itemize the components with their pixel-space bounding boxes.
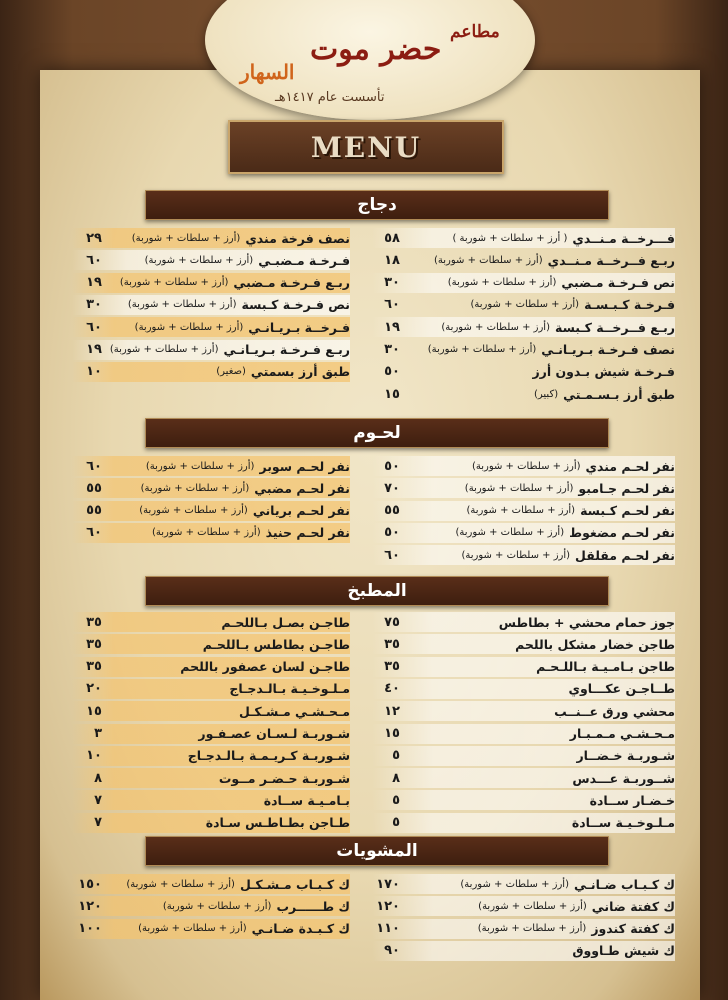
menu-item — [72, 768, 350, 788]
menu-item-price: ٥ — [392, 815, 400, 831]
menu-item-price: ٥٠ — [384, 525, 400, 541]
menu-item-name: طاجن بـامـيـة بـاللـحـم — [536, 659, 675, 675]
menu-item-price: ٦٠ — [86, 458, 102, 474]
menu-item-name: طبق أرز بـسـمـتي — [563, 386, 675, 402]
menu-item-name: طــاجـن عكـــاوي — [568, 681, 675, 697]
menu-item — [72, 362, 350, 382]
menu-item-price: ٤٠ — [384, 681, 400, 697]
menu-item-name: طبق أرز بسمتي — [250, 364, 350, 380]
menu-item — [72, 746, 350, 766]
menu-item — [372, 634, 675, 654]
menu-item-price: ١٢ — [384, 703, 400, 719]
menu-item — [72, 228, 350, 248]
menu-item — [372, 657, 675, 677]
menu-item-includes: (أرز + سلطات + شوربة) — [134, 321, 244, 333]
menu-item-includes: (أرز + سلطات + شوربة) — [109, 344, 219, 355]
menu-item-name: فـرخـة كـبـسـة — [584, 297, 675, 313]
menu-item-includes: (أرز + سلطات + شوربة) — [126, 878, 235, 890]
logo-subname: السهار — [240, 60, 295, 84]
section-title: المشويات — [336, 841, 418, 861]
menu-item-includes: (أرز + سلطات + شوربة) — [138, 923, 247, 935]
menu-item-name: جوز حمام محشي + بطاطس — [498, 614, 675, 630]
menu-item — [372, 724, 675, 744]
menu-item — [72, 501, 350, 521]
menu-item-price: ٣٠ — [384, 275, 400, 291]
menu-item-price: ٥٨ — [384, 230, 400, 246]
menu-item — [72, 634, 350, 654]
menu-item-name: شـوربـة كـريـمـة بـالـدجـاج — [187, 748, 350, 764]
menu-item-price: ٣٥ — [86, 636, 102, 652]
menu-item-name: ك كـبـاب ضـانـي — [574, 876, 675, 892]
menu-item — [372, 896, 675, 916]
menu-item-includes: (أرز + سلطات + شوربة) — [464, 482, 574, 494]
menu-item — [372, 701, 675, 721]
menu-item-includes: (أرز + سلطات + شوربة) — [470, 299, 580, 311]
menu-item — [72, 724, 350, 744]
menu-item — [372, 456, 675, 476]
menu-item-name: نصف فرخة مندي — [245, 230, 350, 246]
menu-item-name: نفر لحـم حنيذ — [265, 525, 350, 541]
menu-item-name: نفر لحـم مضغوط — [569, 525, 675, 541]
menu-item — [372, 250, 675, 270]
menu-item-includes: (أرز + سلطات + شوربة) — [140, 482, 250, 494]
menu-item — [372, 941, 675, 961]
menu-item-includes: (صغير) — [216, 366, 246, 378]
menu-item — [372, 362, 675, 382]
menu-item-name: نفر لحـم برياني — [252, 503, 350, 519]
menu-item — [72, 273, 350, 293]
menu-item-includes: (أرز + سلطات + شوربة) — [162, 900, 272, 912]
menu-item-price: ٣٠ — [384, 342, 400, 357]
menu-item-price: ١٥ — [384, 386, 400, 402]
menu-item-price: ١٨ — [384, 252, 400, 268]
menu-item-price: ٦٠ — [86, 252, 102, 268]
menu-item-name: شــوربـة عـــدس — [572, 770, 675, 786]
menu-item-includes: (أرز + سلطات + شوربة) — [131, 232, 241, 244]
menu-item-price: ٣٥ — [384, 636, 400, 652]
menu-item-price: ٣٥ — [86, 659, 102, 675]
menu-item-price: ٦٠ — [86, 319, 102, 335]
menu-item — [372, 523, 675, 543]
menu-title: MENU — [310, 130, 422, 164]
menu-item-price: ٣٥ — [86, 614, 102, 630]
menu-item-includes: (أرز + سلطات + شوربة) — [434, 254, 543, 266]
menu-item-price: ١٩ — [384, 319, 400, 335]
logo-restaurants-word: مطاعم — [450, 22, 500, 42]
menu-item — [72, 612, 350, 632]
menu-item-price: ١٧٠ — [376, 876, 400, 892]
menu-item-includes: (أرز + سلطات + شوربة) — [455, 527, 565, 539]
menu-item-price: ٥٥ — [384, 503, 400, 519]
logo-established: تأسست عام ١٤١٧هـ — [275, 90, 385, 105]
section-header-grills — [145, 836, 609, 866]
menu-item-includes: (أرز + سلطات + شوربة) — [119, 277, 229, 289]
menu-item-name: نفر لحـم مضبي — [254, 480, 350, 496]
menu-item — [372, 340, 675, 360]
menu-item-price: ٧٥ — [384, 614, 400, 630]
menu-item-name: شـوربـة حـضـر مــوت — [218, 770, 350, 786]
menu-item — [372, 612, 675, 632]
section-header-kitchen — [145, 576, 609, 606]
menu-item-price: ٧٠ — [384, 480, 400, 496]
menu-item-price: ٧ — [94, 815, 102, 831]
section-header-chicken — [145, 190, 609, 220]
menu-item — [372, 790, 675, 810]
menu-item-name: طـاجن بطـاطـس سـادة — [205, 815, 350, 831]
menu-item-price: ٧ — [94, 792, 102, 808]
menu-item-price: ٥٠ — [384, 458, 400, 474]
menu-item-includes: (أرز + سلطات + شوربة) — [447, 277, 557, 289]
menu-item — [72, 657, 350, 677]
menu-item-includes: ( أرز + سلطات + شوربة ) — [452, 232, 568, 244]
menu-item-price: ١٥ — [384, 726, 400, 741]
menu-item-price: ١٠ — [86, 364, 102, 380]
menu-item — [372, 295, 675, 315]
menu-item-price: ٥٥ — [86, 503, 102, 519]
menu-item-price: ٨ — [94, 770, 102, 786]
menu-item-price: ٣٥ — [384, 659, 400, 675]
menu-item-name: فـــرخــة مـنــدي — [572, 230, 675, 246]
menu-item-price: ٦٠ — [384, 297, 400, 313]
menu-item-includes: (أرز + سلطات + شوربة) — [441, 321, 550, 333]
menu-item-includes: (أرز + سلطات + شوربة) — [478, 900, 587, 912]
menu-item-name: ربـع فـرخـة مـضبي — [233, 275, 350, 291]
menu-item-price: ١٥ — [86, 703, 102, 719]
menu-item-includes: (أرز + سلطات + شوربة) — [477, 923, 587, 935]
menu-item-name: فـرخـة مـضبـي — [258, 252, 350, 268]
menu-item-name: نص فـرخـة مـضبي — [561, 275, 675, 291]
menu-item — [372, 384, 675, 404]
menu-item — [72, 679, 350, 699]
menu-item-price: ٥ — [392, 748, 400, 764]
menu-item-name: ربـع فــرخــة مـنــدي — [547, 252, 675, 268]
menu-item-price: ٦٠ — [86, 525, 102, 541]
menu-item-name: فـرخــة بـريـانـي — [248, 319, 350, 335]
menu-item-name: ربـع فـرخـة بـريـانـي — [223, 342, 350, 357]
menu-item — [72, 701, 350, 721]
menu-item-price: ١١٠ — [376, 921, 400, 937]
menu-item-name: مـلـوخـيـة بـالـدجـاج — [229, 681, 350, 697]
menu-item-name: محشي ورق عــنــب — [554, 703, 675, 719]
menu-item-price: ١٠ — [86, 748, 102, 764]
menu-item-includes: (أرز + سلطات + شوربة) — [144, 254, 254, 266]
menu-item-name: نفر لحـم جـامبو — [578, 480, 675, 496]
section-header-meat — [145, 418, 609, 448]
menu-item-name: ك كـبـدة ضـانـي — [251, 921, 350, 937]
section-title: المطبخ — [347, 581, 407, 601]
menu-item-includes: (أرز + سلطات + شوربة) — [466, 505, 576, 517]
menu-item-price: ٣ — [94, 726, 102, 741]
menu-item-name: نفر لحـم مندي — [585, 458, 675, 474]
menu-item-name: ك كـبـاب مـشـكـل — [239, 876, 350, 892]
logo-name: حضر موت — [310, 32, 442, 67]
menu-item-name: طاجـن بصـل بـاللحـم — [221, 614, 350, 630]
menu-item-name: طاجـن لسان عصفور باللحم — [180, 659, 350, 675]
menu-item — [372, 679, 675, 699]
menu-item — [72, 874, 350, 894]
menu-item — [72, 250, 350, 270]
menu-item-price: ٨ — [392, 770, 400, 786]
menu-item-name: شـوربـة لـسـان عصـفـور — [198, 726, 350, 741]
menu-item-name: مـحـشـي مـمـبـار — [569, 726, 675, 741]
menu-item — [372, 273, 675, 293]
menu-item — [72, 295, 350, 315]
menu-item — [372, 478, 675, 498]
menu-item — [72, 790, 350, 810]
menu-item-includes: (أرز + سلطات + شوربة) — [460, 878, 569, 890]
menu-item-name: نصف فـرخـة بـريـانـي — [541, 342, 675, 357]
menu-item-includes: (كبير) — [533, 388, 559, 400]
menu-item-name: مـلـوخـيـة ســادة — [571, 815, 675, 831]
menu-item — [72, 919, 350, 939]
menu-item-name: ك كفتة كندوز — [591, 921, 675, 937]
menu-item — [72, 896, 350, 916]
menu-item-name: نفر لحـم كـبسة — [580, 503, 675, 519]
menu-item-includes: (أرز + سلطات + شوربة) — [471, 460, 581, 472]
menu-item-name: ك طــــــرب — [276, 898, 350, 914]
menu-item — [372, 874, 675, 894]
menu-item — [372, 545, 675, 565]
menu-item-includes: (أرز + سلطات + شوربة) — [152, 527, 261, 539]
menu-item — [372, 746, 675, 766]
menu-item — [72, 456, 350, 476]
menu-item-price: ١٩ — [86, 342, 102, 357]
menu-item-name: بـامـيـة ســادة — [263, 792, 350, 808]
menu-item-price: ٦٠ — [384, 547, 400, 563]
menu-item-name: ربـع فــرخــة كـبسة — [555, 319, 675, 335]
menu-item-name: طاجـن بطاطس بـاللحـم — [202, 636, 350, 652]
menu-item-price: ١٢٠ — [78, 898, 102, 914]
menu-item-price: ١٩ — [86, 275, 102, 291]
menu-item-price: ٣٠ — [86, 297, 102, 313]
menu-item-price: ٥٥ — [86, 480, 102, 496]
menu-item-name: نص فـرخـة كـبسة — [241, 297, 350, 313]
menu-item — [372, 228, 675, 248]
menu-item-price: ٥٠ — [384, 364, 400, 380]
menu-item-name: خـضـار ســادة — [589, 792, 675, 808]
menu-item — [372, 768, 675, 788]
menu-item — [372, 317, 675, 337]
menu-title-banner — [228, 120, 504, 174]
menu-item-price: ٢٩ — [86, 230, 102, 246]
menu-item — [72, 813, 350, 833]
menu-item-price: ١٥٠ — [78, 876, 102, 892]
section-title: لحـوم — [353, 423, 401, 443]
menu-item-name: ك كفتة ضاني — [591, 898, 675, 914]
menu-item — [72, 523, 350, 543]
menu-item — [372, 813, 675, 833]
menu-item-name: ك شيش طـاووق — [572, 943, 675, 959]
menu-item-includes: (أرز + سلطات + شوربة) — [145, 460, 255, 472]
section-title: دجاج — [357, 195, 397, 215]
menu-item-name: طاجن خضار مشكل باللحم — [515, 636, 675, 652]
menu-item-includes: (أرز + سلطات + شوربة) — [427, 344, 537, 355]
menu-item — [72, 340, 350, 360]
menu-item-name: شـوربـة خـضــار — [576, 748, 675, 764]
menu-item-includes: (أرز + سلطات + شوربة) — [139, 505, 248, 517]
menu-item — [372, 919, 675, 939]
menu-item — [372, 501, 675, 521]
menu-item-price: ١٠٠ — [78, 921, 102, 937]
menu-item-price: ٢٠ — [86, 681, 102, 697]
menu-item — [72, 478, 350, 498]
menu-item-name: فـرخـة شيش بـدون أرز — [532, 364, 675, 380]
menu-item-name: مـحـشـي مـشـكـل — [239, 703, 350, 719]
menu-item-name: نفر لحـم سوبر — [259, 458, 350, 474]
menu-item-name: نفر لحـم مقلقل — [575, 547, 675, 563]
menu-item-includes: (أرز + سلطات + شوربة) — [127, 299, 237, 311]
menu-item-price: ١٢٠ — [376, 898, 400, 914]
menu-item-price: ٩٠ — [384, 943, 400, 959]
menu-item-includes: (أرز + سلطات + شوربة) — [461, 549, 571, 561]
menu-item — [72, 317, 350, 337]
menu-item-price: ٥ — [392, 792, 400, 808]
